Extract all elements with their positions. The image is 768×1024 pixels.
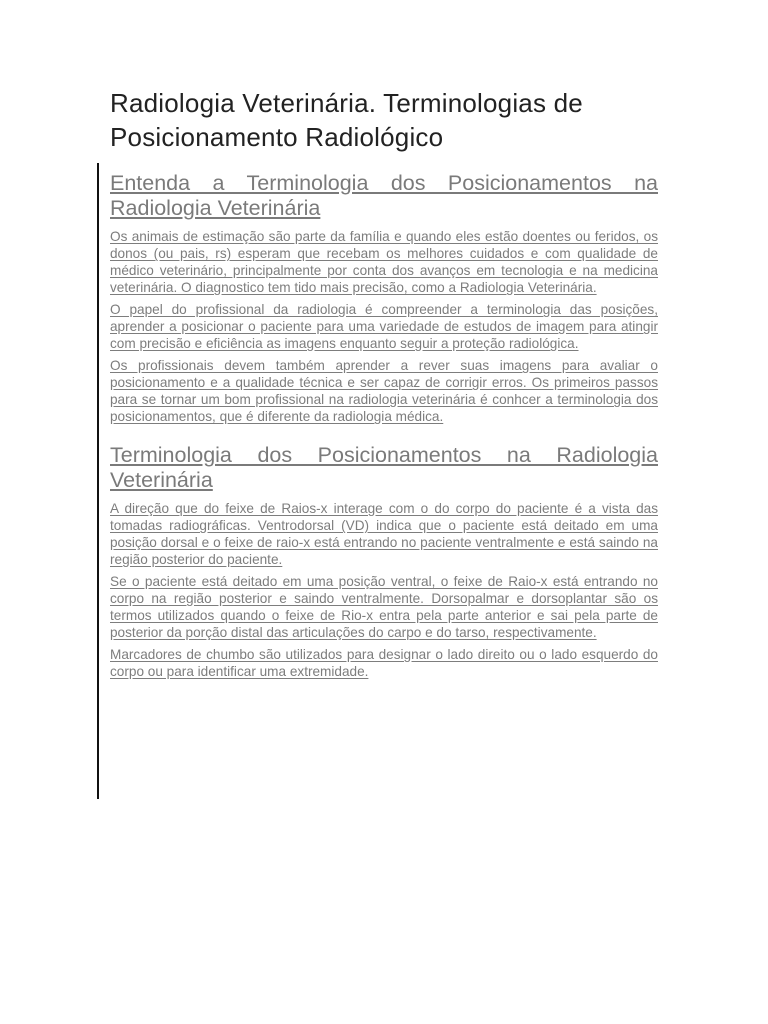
- paragraph-2-1[interactable]: A direção que do feixe de Raios-x interage com o do corpo do paciente é a vista das tomadas radiográficas. Ventrodorsal (VD) indica que o paciente está deitado em uma posição dorsal e o feixe de raio-x está entrando no paciente ventralmente e está saindo na região posterior do paciente.: [110, 501, 658, 567]
- article-body: [110, 171, 658, 680]
- paragraph-1-3[interactable]: Os profissionais devem também aprender a rever suas imagens para avaliar o posicionamento e a qualidade técnica e ser capaz de corrigir erros. Os primeiros passos para se tornar um bom profissional na radiologia veterinária é conhcer a terminologia dos posicionamentos, que é diferente da radiologia médica.: [110, 358, 658, 424]
- page-title: Radiologia Veterinária. Terminologias de Posicionamento Radiológico: [110, 88, 583, 152]
- paragraph-1-1[interactable]: Os animais de estimação são parte da família e quando eles estão doentes ou feridos, os donos (ou pais, rs) esperam que recebam os melhores cuidados e com qualidade de médico veterinário, principalmente por conta dos avanços em tecnologia e na medicina veterinária. O diagnostico tem tido mais precisão, como a Radiologia Veterinária.: [110, 229, 658, 295]
- section-heading-2[interactable]: Terminologia dos Posicionamentos na Radiologia Veterinária: [110, 443, 658, 492]
- section-heading-1[interactable]: Entenda a Terminologia dos Posicionamentos na Radiologia Veterinária: [110, 171, 658, 220]
- left-margin-rule: [97, 163, 99, 799]
- paragraph-2-2[interactable]: Se o paciente está deitado em uma posição ventral, o feixe de Raio-x está entrando no corpo na região posterior e saindo ventralmente. Dorsopalmar e dorsoplantar são os termos utilizados quando o feixe de Rio-x entra pela parte anterior e sai pela parte de posterior da porção distal das articulações do carpo e do tarso, respectivamente.: [110, 574, 658, 640]
- paragraph-1-2[interactable]: O papel do profissional da radiologia é compreender a terminologia das posições, aprender a posicionar o paciente para uma variedade de estudos de imagem para atingir com precisão e eficiência as imagens enquanto seguir a proteção radiológica.: [110, 302, 658, 351]
- paragraph-2-3[interactable]: Marcadores de chumbo são utilizados para designar o lado direito ou o lado esquerdo do corpo ou para identificar uma extremidade.: [110, 647, 658, 679]
